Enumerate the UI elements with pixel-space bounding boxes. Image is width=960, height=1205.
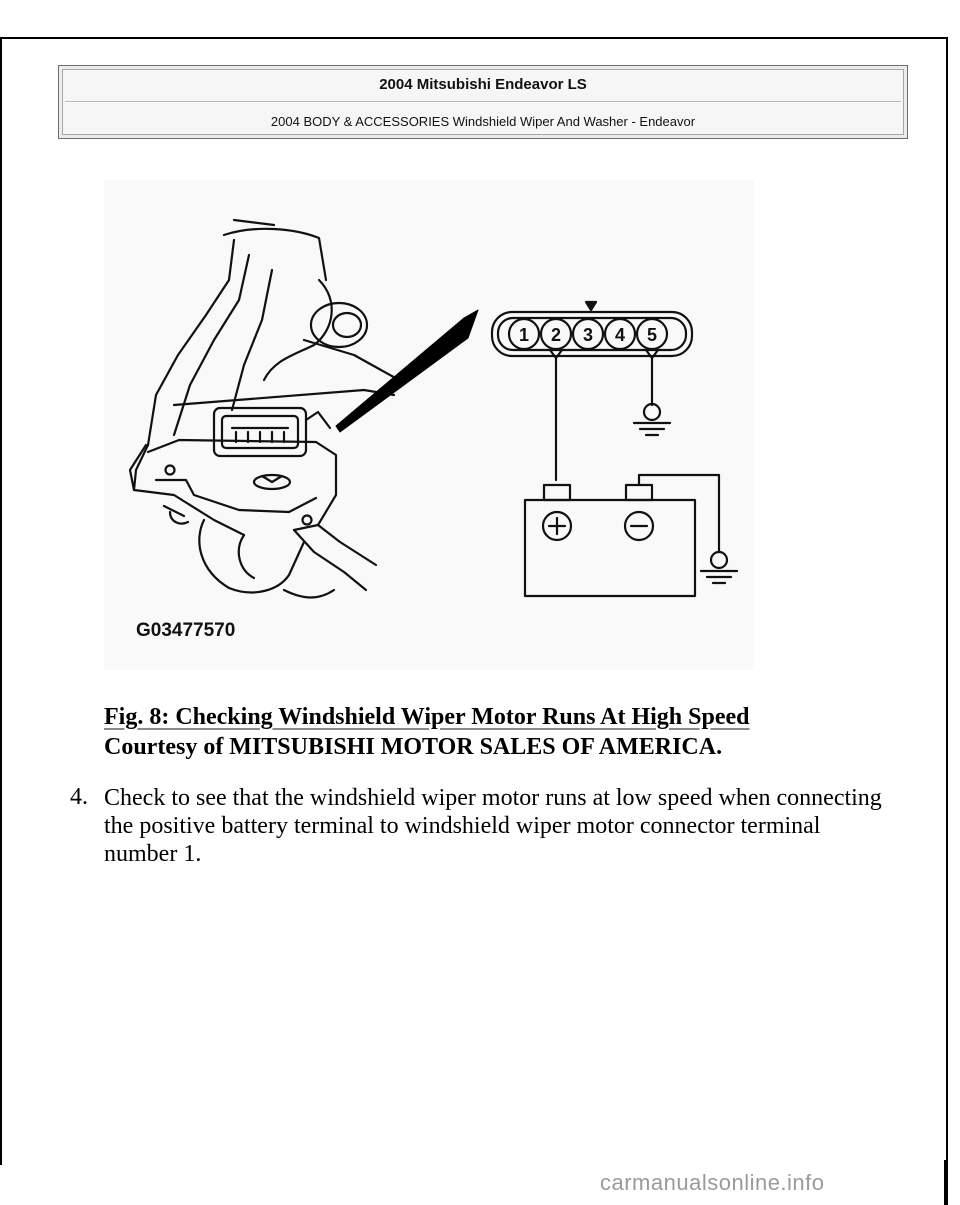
ground-symbol-connector — [634, 404, 670, 435]
header-subtitle: 2004 BODY & ACCESSORIES Windshield Wiper And Washer - Endeavor — [270, 114, 696, 129]
terminal-label-2: 2 — [550, 325, 562, 345]
page-frame-edge — [944, 1160, 948, 1205]
document-header-inner — [62, 69, 904, 135]
battery — [525, 485, 695, 596]
figure-caption-courtesy: Courtesy of MITSUBISHI MOTOR SALES OF AMERICA. — [104, 734, 723, 760]
ground-symbol-battery — [701, 552, 737, 583]
terminal-label-3: 3 — [582, 325, 594, 345]
terminal-label-5: 5 — [646, 325, 658, 345]
wiper-motor-diagram — [104, 180, 754, 670]
step-number: 4. — [70, 784, 88, 810]
terminal-label-1: 1 — [518, 325, 530, 345]
document-header — [58, 65, 908, 139]
callout-pointer — [336, 310, 478, 432]
figure-caption-title: Fig. 8: Checking Windshield Wiper Motor Runs At High Speed — [104, 704, 750, 730]
site-watermark: carmanualsonline.info — [600, 1170, 825, 1195]
header-divider — [65, 101, 901, 103]
step-text: Check to see that the windshield wiper motor runs at low speed when connecting the positive battery terminal to windshield wiper motor connector terminal number 1. — [104, 785, 882, 867]
terminal-label-4: 4 — [614, 325, 626, 345]
figure-code: G03477570 — [136, 620, 236, 641]
header-title: 2004 Mitsubishi Endeavor LS — [379, 76, 587, 93]
